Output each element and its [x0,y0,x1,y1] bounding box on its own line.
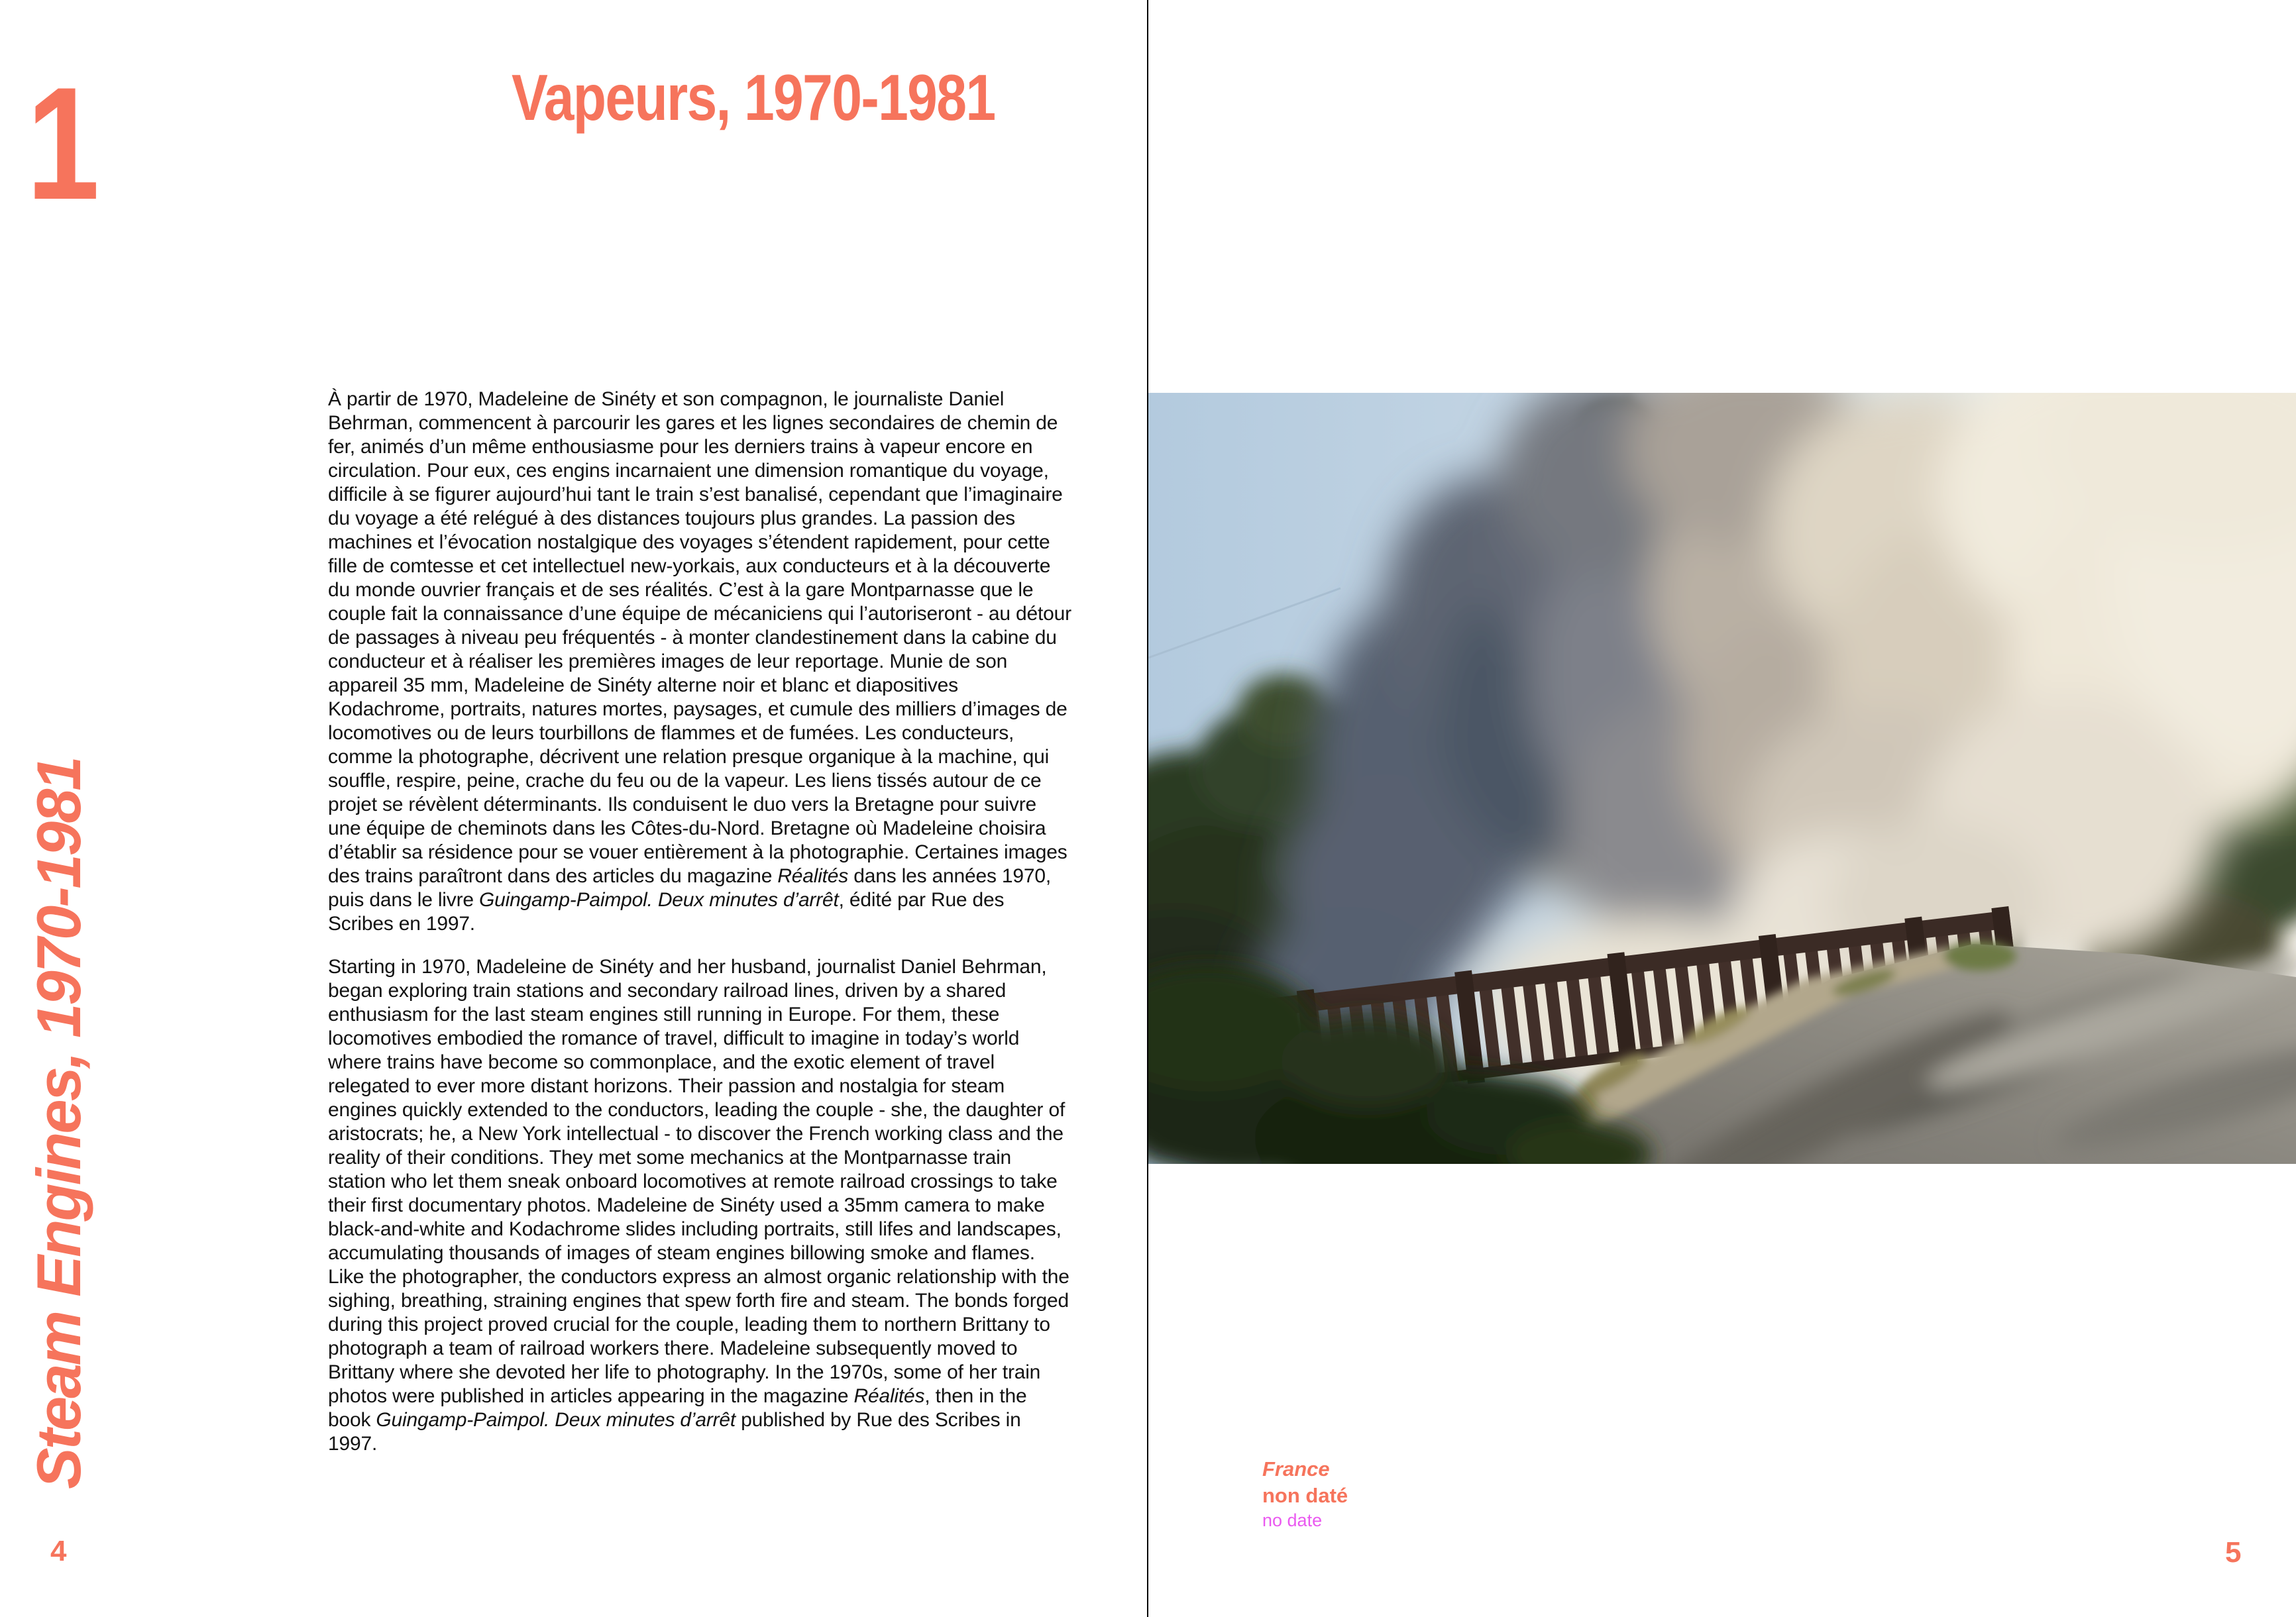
body-text-column [328,388,1073,1456]
chapter-number: 1 [27,54,97,233]
vertical-chapter-title: Steam Engines, 1970-1981 [24,758,93,1489]
chapter-title: Vapeurs, 1970-1981 [512,61,995,134]
page-number-right: 5 [2225,1536,2242,1569]
caption-date-french: non daté [1262,1484,1348,1507]
paragraph-french: À partir de 1970, Madeleine de Sinéty et son compagnon, le journaliste Daniel Behrman, commencent à parcourir les gares et les lignes secondaires de chemin de fer, animés d’un même enthousiasme pour les derniers trains à vapeur encore en circulation. Pour eux, ces engins incarnaient une dimension romantique du voyage, difficile à se figurer aujourd’hui tant le train s’est banalisé, cependant que l’imaginaire du voyage a été relégué à des distances toujours plus grandes. La passion des machines et l’évocation nostalgique des voyages s’étendent rapidement, pour cette fille de comtesse et cet intellectuel new-yorkais, aux conducteurs et à la découverte du monde ouvrier français et de ses réalités. C’est à la gare Montparnasse que le couple fait la connaissance d’une équipe de mécaniciens qui l’autoriseront - au détour de passages à niveau peu fréquentés - à monter clandestinement dans la cabine du conducteur et à réaliser les premières images de leur reportage. Munie de son appareil 35 mm, Madeleine de Sinéty alterne noir et blanc et diapositives Kodachrome, portraits, natures mortes, paysages, et cumule des milliers d’images de locomotives ou de leurs tourbillons de flammes et de fumées. Les conducteurs, comme la photographe, décrivent une relation presque organique à la machine, qui souffle, respire, peine, crache du feu ou de la vapeur. Les liens tissés autour de ce projet se révèlent déterminants. Ils conduisent le duo vers la Bretagne pour suivre une équipe de cheminots dans les Côtes-du-Nord. Bretagne où Madeleine choisira d’établir sa résidence pour se vouer entièrement à la photographie. Certaines images des trains paraîtront dans des articles du magazine Réalités dans les années 1970, puis dans le livre Guingamp-Paimpol. Deux minutes d’arrêt, édité par Rue des Scribes en 1997. [328,388,1071,935]
page-number-left: 4 [50,1535,67,1567]
caption-location: France [1262,1457,1330,1481]
paragraph-english: Starting in 1970, Madeleine de Sinéty and her husband, journalist Daniel Behrman, began exploring train stations and secondary railroad lines, driven by a shared enthusiasm for the last steam engines still running in Europe. For them, these locomotives embodied the romance of travel, difficult to imagine in today’s world where trains have become so commonplace, and the exotic element of travel relegated to ever more distant horizons. Their passion and nostalgia for steam engines quickly extended to the conductors, leading the couple - she, the daughter of aristocrats; he, a New York intellectual - to discover the French working class and the reality of their conditions. They met some mechanics at the Montparnasse train station who let them sneak onboard locomotives at remote railroad crossings to take their first documentary photos. Madeleine de Sinéty used a 35mm camera to make black-and-white and Kodachrome slides including portraits, still lifes and landscapes, accumulating thousands of images of steam engines billowing smoke and flames. Like the photographer, the conductors express an almost organic relationship with the sighing, breathing, straining engines that spew forth fire and steam. The bonds forged during this project proved crucial for the couple, leading them to northern Brittany to photograph a team of railroad workers there. Madeleine subsequently moved to Brittany where she devoted her life to photography. In the 1970s, some of her train photos were published in articles appearing in the magazine Réalités, then in the book Guingamp-Paimpol. Deux minutes d’arrêt published by Rue des Scribes in 1997. [328,956,1069,1455]
steam-photo [1148,393,2296,1164]
caption-date-english: no date [1262,1510,1323,1530]
photo-caption [1262,1459,1348,1530]
